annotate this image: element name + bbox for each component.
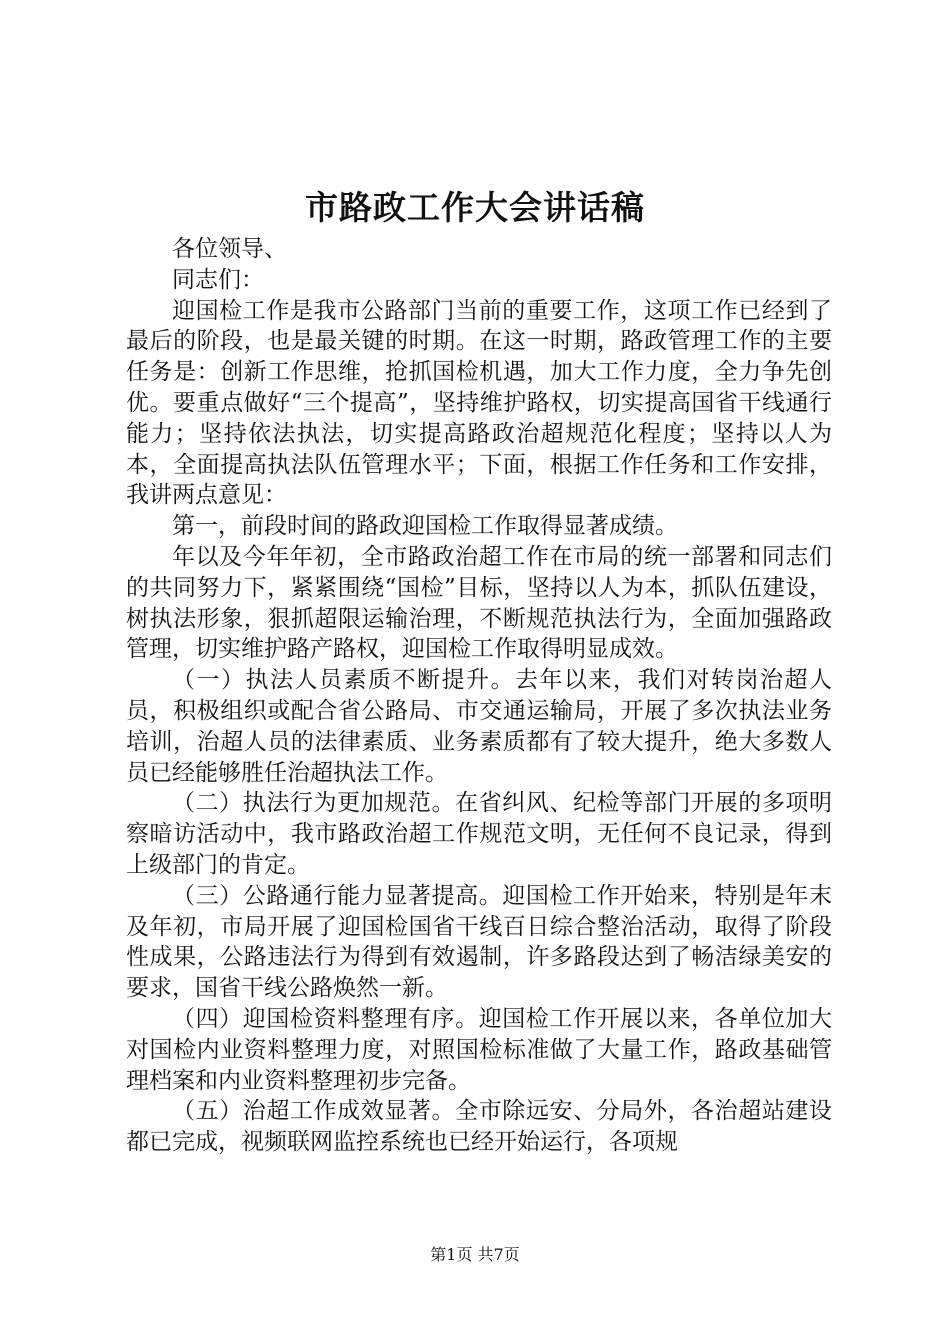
body-paragraph: 迎国检工作是我市公路部门当前的重要工作，这项工作已经到了最后的阶段，也是最关键的时期。在这一时期，路政管理工作的主要任务是：创新工作思维，抢抓国检机遇，加大工作力度，全力争先创优。要重点做好“三个提高”，坚持维护路权，切实提高国省干线通行能力；坚持依法执法，切实提高路政治超规范化程度；坚持以人为本，全面提高执法队伍管理水平；下面，根据工作任务和工作安排，我讲两点意见：	[126, 297, 832, 509]
page-number-footer: 第1页 共7页	[430, 1245, 520, 1264]
body-paragraph: （一）执法人员素质不断提升。去年以来，我们对转岗治超人员，积极组织或配合省公路局、市交通运输局，开展了多次执法业务培训，治超人员的法律素质、业务素质都有了较大提升，绝大多数人员已经能够胜任治超执法工作。	[126, 667, 832, 786]
body-paragraph: （二）执法行为更加规范。在省纠风、纪检等部门开展的多项明察暗访活动中，我市路政治超工作规范文明，无任何不良记录，得到上级部门的肯定。	[126, 790, 832, 878]
body-paragraph: （五）治超工作成效显著。全市除远安、分局外，各治超站建设都已完成，视频联网监控系统也已经开始运行，各项规	[126, 1098, 832, 1156]
body-paragraph: 年以及今年年初，全市路政治超工作在市局的统一部署和同志们的共同努力下，紧紧围绕“国检”目标，坚持以人为本，抓队伍建设，树执法形象，狠抓超限运输治理，不断规范执法行为，全面加强路政管理，切实维护路产路权，迎国检工作取得明显成效。	[126, 543, 832, 663]
section-heading: 第一，前段时间的路政迎国检工作取得显著成绩。	[172, 513, 678, 540]
body-paragraph: （四）迎国检资料整理有序。迎国检工作开展以来，各单位加大对国检内业资料整理力度，对照国检标准做了大量工作，路政基础管理档案和内业资料整理初步完备。	[126, 1005, 832, 1094]
document-title: 市路政工作大会讲话稿	[305, 188, 645, 227]
salutation-line: 各位领导、	[172, 236, 287, 262]
document-body	[126, 234, 832, 1158]
salutation-line: 同志们：	[172, 266, 264, 293]
body-paragraph: （三）公路通行能力显著提高。迎国检工作开始来，特别是年末及年初，市局开展了迎国检国省干线百日综合整治活动，取得了阶段性成果，公路违法行为得到有效遏制，许多路段达到了畅洁绿美安的要求，国省干线公路焕然一新。	[126, 882, 832, 1002]
